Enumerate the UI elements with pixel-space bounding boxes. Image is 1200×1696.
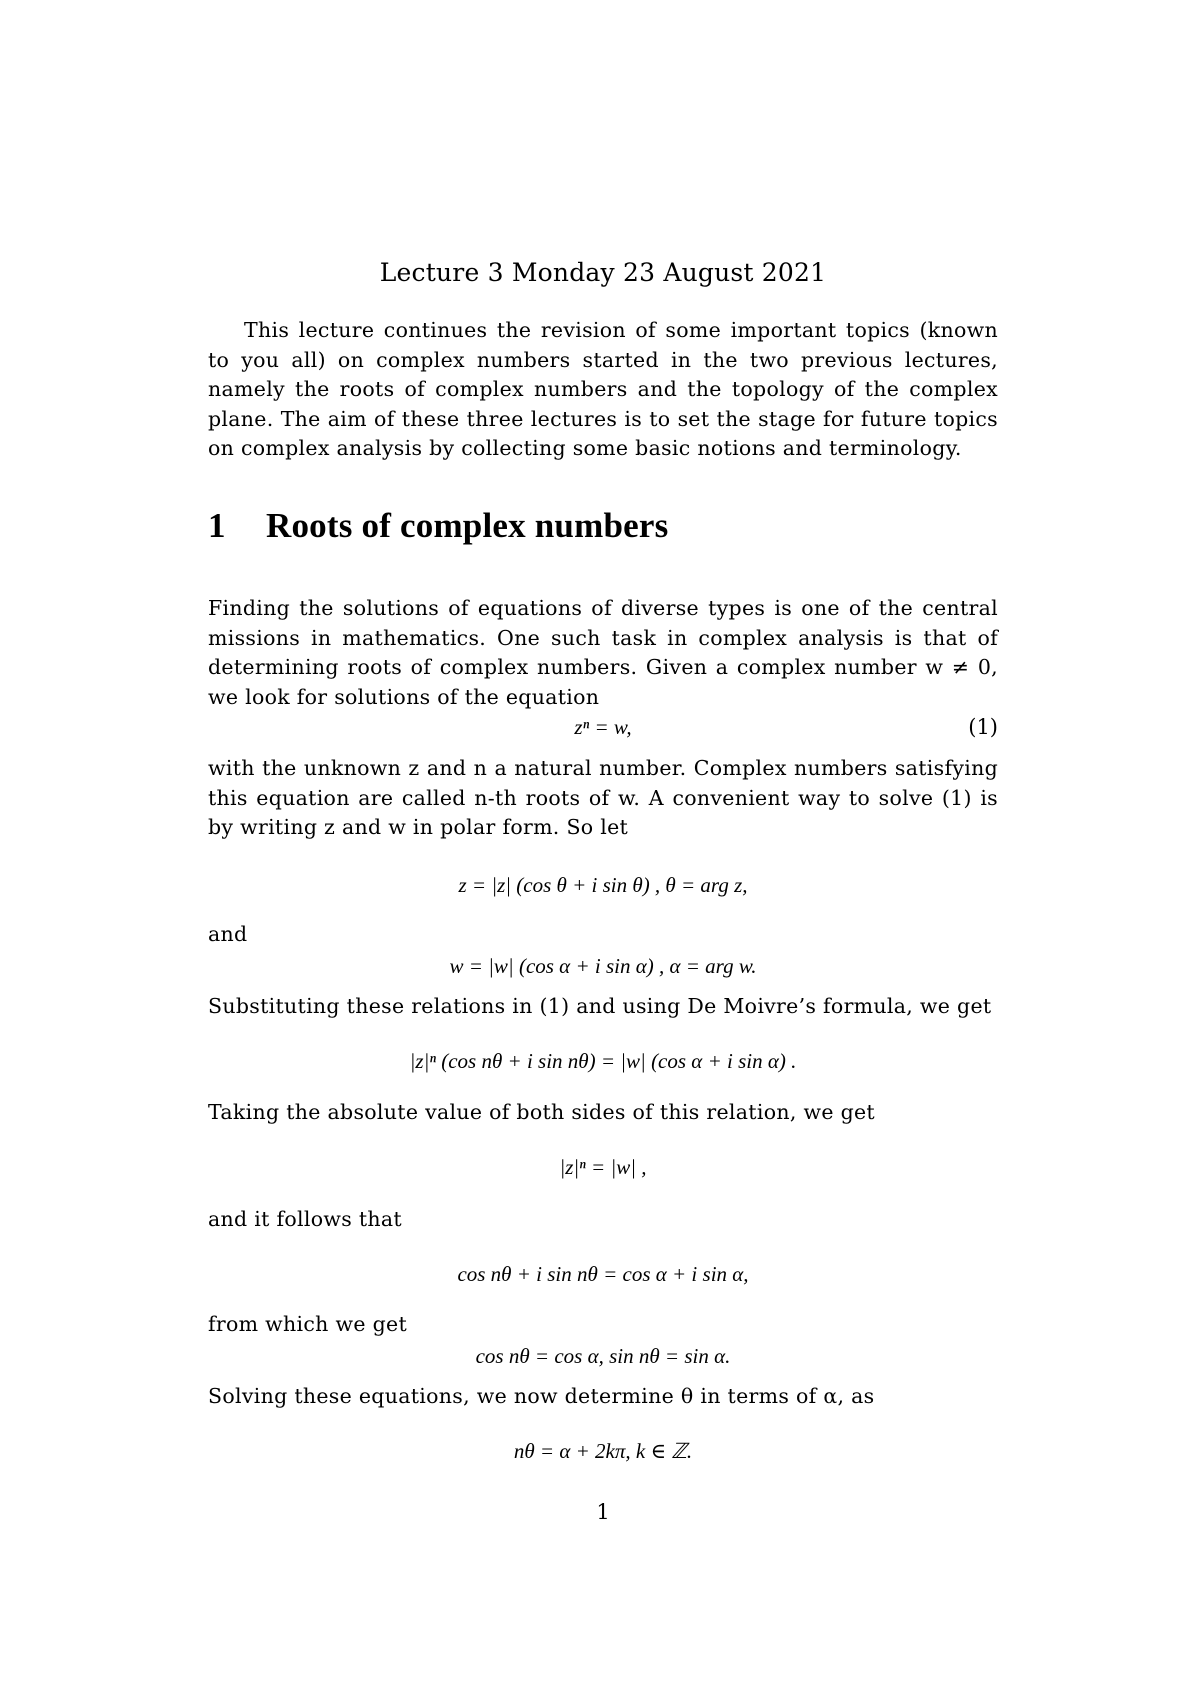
equation-modulus-body: |z|ⁿ = |w| ,	[559, 1155, 647, 1179]
paragraph-de-moivre: Substituting these relations in (1) and using De Moivre’s formula, we get	[208, 994, 992, 1018]
equation-theta	[208, 1436, 998, 1466]
paragraph-intro: Finding the solutions of equations of diverse types is one of the central missions in mathematics. One such task in complex analysis is that of determining roots of complex numbers. Given a complex number w ≠ 0, we look for solutions of the equation	[208, 596, 998, 709]
equation-trig-equal-body: cos nθ + i sin nθ = cos α + i sin α,	[457, 1262, 749, 1286]
abstract-paragraph: This lecture continues the revision of some important topics (known to you all) on complex numbers started in the two previous lectures, namely the roots of complex numbers and the topology of the complex plane. The aim of these three lectures is to set the stage for future topics on complex analysis by collecting some basic notions and terminology.	[208, 318, 998, 460]
paragraph-follows: and it follows that	[208, 1207, 402, 1231]
paragraph-absolute-value: Taking the absolute value of both sides of this relation, we get	[208, 1100, 875, 1124]
equation-1	[208, 712, 998, 742]
equation-cos-sin	[208, 1341, 998, 1371]
equation-1-number: (1)	[968, 715, 998, 739]
paragraph-solving: Solving these equations, we now determine θ in terms of α, as	[208, 1384, 875, 1408]
lecture-title: Lecture 3 Monday 23 August 2021	[379, 258, 827, 287]
page-number: 1	[596, 1500, 610, 1524]
equation-w-polar	[208, 951, 998, 981]
equation-de-moivre	[208, 1046, 998, 1076]
paragraph-nth-roots: with the unknown z and n a natural number. Complex numbers satisfying this equation are called n-th roots of w. A convenient way to solve (1) is by writing z and w in polar form. So let	[208, 756, 998, 839]
equation-cos-sin-body: cos nθ = cos α, sin nθ = sin α.	[475, 1344, 731, 1368]
equation-z-polar	[208, 870, 998, 900]
section-title: Roots of complex numbers	[266, 506, 669, 545]
equation-theta-body: nθ = α + 2kπ, k ∈ ℤ.	[513, 1439, 693, 1463]
equation-de-moivre-body: |z|ⁿ (cos nθ + i sin nθ) = |w| (cos α + i sin α) .	[409, 1049, 797, 1073]
equation-1-body: zⁿ = w,	[574, 715, 632, 739]
equation-z-polar-body: z = |z| (cos θ + i sin θ) , θ = arg z,	[458, 873, 748, 897]
equation-trig-equal	[208, 1259, 998, 1289]
equation-modulus	[208, 1152, 998, 1182]
section-number: 1	[208, 506, 226, 545]
equation-w-polar-body: w = |w| (cos α + i sin α) , α = arg w.	[449, 954, 757, 978]
paragraph-from-which: from which we get	[208, 1312, 407, 1336]
section-heading	[208, 506, 668, 546]
paragraph-and: and	[208, 922, 248, 946]
